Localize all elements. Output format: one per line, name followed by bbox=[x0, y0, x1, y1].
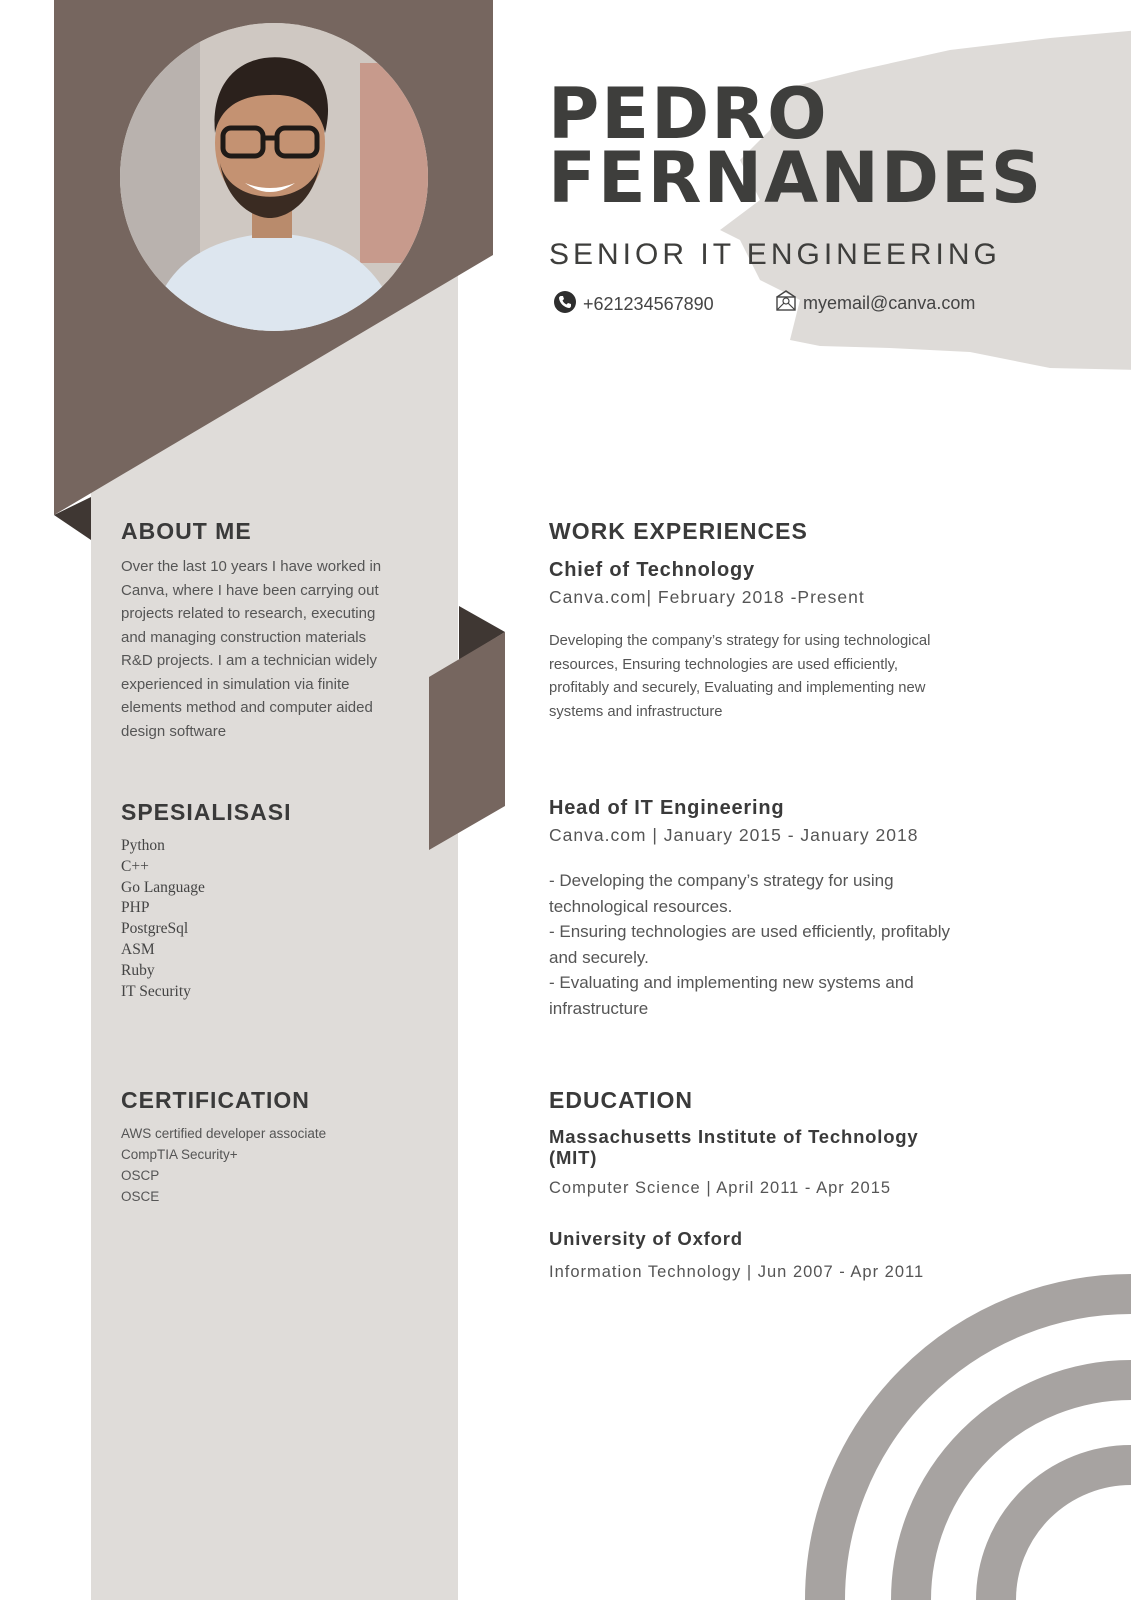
email-address[interactable]: myemail@canva.com bbox=[803, 293, 976, 313]
about-heading: ABOUT ME bbox=[121, 518, 252, 544]
work-heading: WORK EXPERIENCES bbox=[549, 518, 808, 544]
certification-list bbox=[121, 1123, 421, 1207]
job-entry bbox=[549, 559, 1019, 724]
school-name-line: University of Oxford bbox=[549, 1228, 743, 1249]
job-entry bbox=[549, 797, 1019, 1021]
certification-item: CompTIA Security+ bbox=[121, 1147, 238, 1162]
education-section bbox=[549, 1087, 1019, 1282]
job-desc-line: Developing the company’s strategy for using technological bbox=[549, 633, 931, 649]
school-name-line: Massachusetts Institute of Technology bbox=[549, 1126, 919, 1147]
school-name bbox=[549, 1126, 1019, 1168]
job-desc-line: infrastructure bbox=[549, 998, 649, 1018]
skill-item: IT Security bbox=[121, 982, 191, 1000]
about-line: and managing construction materials bbox=[121, 628, 367, 646]
skills-section bbox=[121, 799, 421, 1002]
school-entry bbox=[549, 1228, 1019, 1282]
phone-contact bbox=[553, 290, 714, 319]
job-desc-line: - Ensuring technologies are used efficiently, profitably bbox=[549, 922, 950, 941]
phone-number[interactable]: +621234567890 bbox=[583, 294, 714, 314]
about-line: design software bbox=[121, 722, 227, 740]
about-line: Canva, where I have been carrying out bbox=[121, 581, 379, 599]
job-desc-line: technological resources. bbox=[549, 896, 733, 916]
about-line: Over the last 10 years I have worked in bbox=[121, 558, 382, 575]
about-line: R&D projects. I am a technician widely bbox=[121, 652, 377, 669]
skill-item: PostgreSql bbox=[121, 920, 189, 938]
job-desc-line: - Developing the company’s strategy for using bbox=[549, 871, 894, 890]
job-desc-line: profitably and securely, Evaluating and implementing new bbox=[549, 680, 926, 696]
certification-item: OSCP bbox=[121, 1168, 160, 1183]
job-meta: Canva.com | January 2015 - January 2018 bbox=[549, 825, 919, 845]
job-title: Head of IT Engineering bbox=[549, 797, 785, 819]
job-title: Chief of Technology bbox=[549, 559, 755, 581]
job-desc-line: and securely. bbox=[549, 947, 649, 967]
email-contact bbox=[775, 290, 975, 317]
skill-item: Ruby bbox=[121, 961, 155, 979]
decorative-arcs-middle bbox=[911, 1380, 1131, 1600]
school-meta: Computer Science | April 2011 - Apr 2015 bbox=[549, 1179, 892, 1197]
skill-item: ASM bbox=[121, 940, 155, 958]
first-name: PEDRO bbox=[548, 73, 829, 155]
education-heading: EDUCATION bbox=[549, 1087, 694, 1113]
mail-icon bbox=[775, 290, 797, 317]
avatar-illustration bbox=[120, 23, 428, 331]
job-desc-line: systems and infrastructure bbox=[549, 703, 723, 720]
school-entry bbox=[549, 1126, 1019, 1198]
about-section bbox=[121, 518, 441, 743]
certification-item: AWS certified developer associate bbox=[121, 1126, 327, 1141]
certification-section bbox=[121, 1087, 421, 1207]
skills-heading: SPESIALISASI bbox=[121, 799, 292, 825]
skill-item: Go Language bbox=[121, 878, 205, 896]
candidate-name bbox=[548, 73, 1044, 219]
job-desc-line: resources, Ensuring technologies are used efficiently, bbox=[549, 656, 899, 673]
skill-item: Python bbox=[121, 837, 165, 854]
skill-item: C++ bbox=[121, 857, 149, 875]
last-name: FERNANDES bbox=[548, 137, 1044, 219]
skills-list bbox=[121, 836, 421, 1002]
phone-icon bbox=[553, 290, 577, 319]
about-text bbox=[121, 555, 441, 743]
certification-item: OSCE bbox=[121, 1189, 160, 1204]
certification-heading: CERTIFICATION bbox=[121, 1087, 310, 1113]
work-section bbox=[549, 518, 1019, 724]
school-name bbox=[549, 1228, 1019, 1249]
skill-item: PHP bbox=[121, 899, 150, 917]
job-role: SENIOR IT ENGINEERING bbox=[549, 238, 1001, 271]
about-line: experienced in simulation via finite bbox=[121, 675, 350, 693]
school-name-line: (MIT) bbox=[549, 1147, 598, 1168]
job-meta: Canva.com| February 2018 -Present bbox=[549, 587, 865, 607]
job-description bbox=[549, 630, 1019, 724]
school-meta: Information Technology | Jun 2007 - Apr 2011 bbox=[549, 1263, 925, 1281]
job-description bbox=[549, 868, 1019, 1021]
decorative-arcs-inner bbox=[996, 1465, 1131, 1600]
about-line: projects related to research, executing bbox=[121, 605, 376, 622]
about-line: elements method and computer aided bbox=[121, 699, 373, 716]
job-desc-line: - Evaluating and implementing new systems and bbox=[549, 973, 914, 992]
profile-photo bbox=[120, 23, 428, 331]
